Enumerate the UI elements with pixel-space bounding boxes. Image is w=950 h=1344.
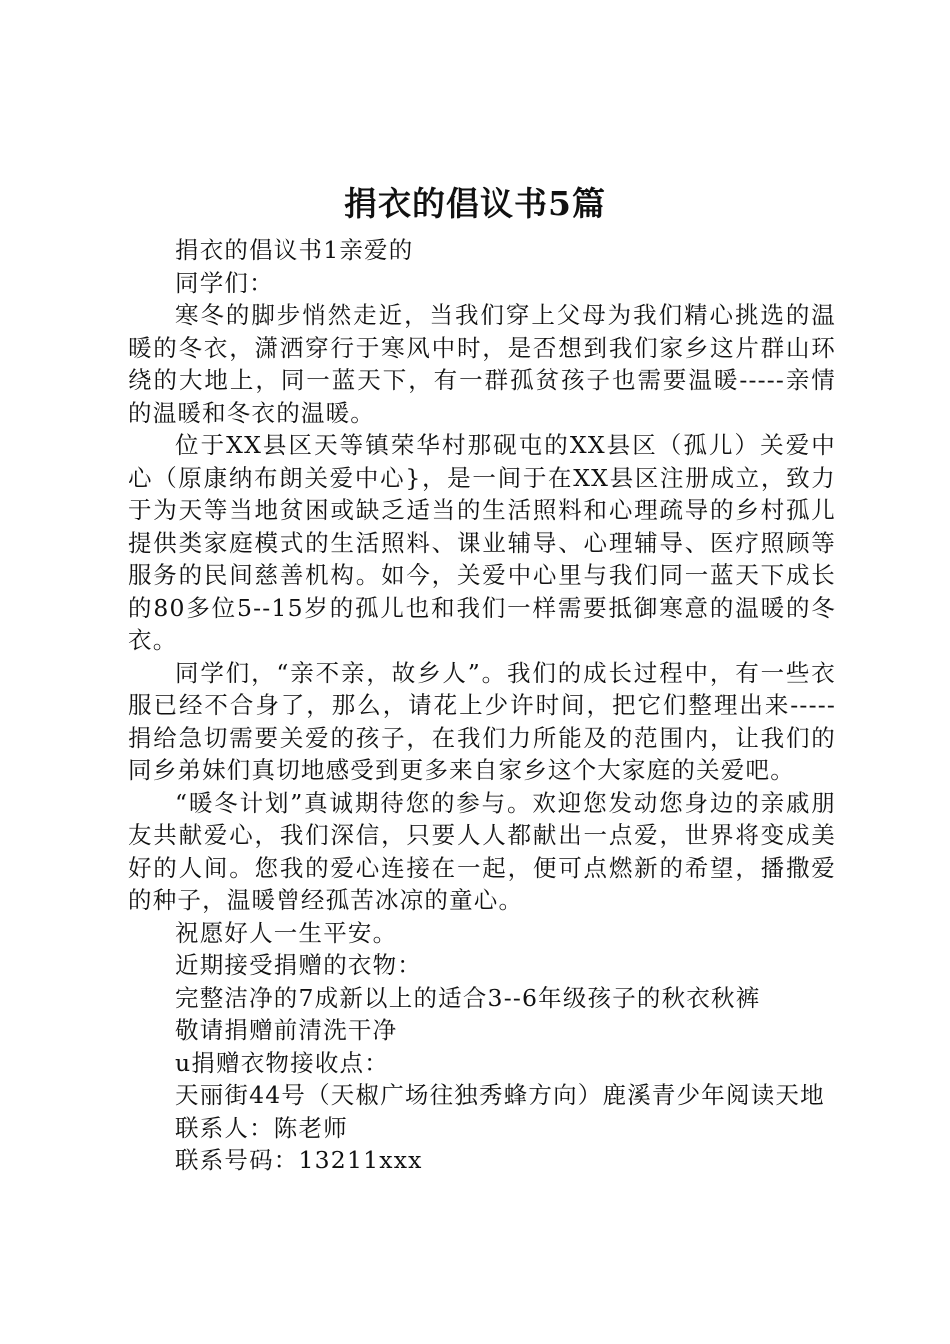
paragraph-greeting-2: 同学们：	[175, 268, 274, 297]
paragraph-contact-number: 联系号码：13211xxx	[175, 1146, 423, 1174]
paragraph-care-center: 位于XX县区天等镇荣华村那砚屯的XX县区（孤儿）关爱中心（原康纳布朗关爱中心}，是一间于在XX县区注册成立，致力于为天等当地贫困或缺乏适当的生活照料和心理疏导的乡村孤儿提供类家庭模式的生活照料、课业辅导、心理辅导、医疗照顾等服务的民间慈善机构。如今，关爱中心里与我们同一蓝天下成长的80多位5--15岁的孤儿也和我们一样需要抵御寒意的温暖的冬衣。	[128, 431, 836, 654]
paragraph-accepted-items-heading: 近期接受捐赠的衣物：	[175, 951, 422, 979]
paragraph-intro: 寒冬的脚步悄然走近，当我们穿上父母为我们精心挑选的温暖的冬衣，潇洒穿行于寒风中时，是否想到我们家乡这片群山环绕的大地上，同一蓝天下，有一群孤贫孩子也需要温暖-----亲情的温暖和冬衣的温暖。	[128, 301, 836, 427]
paragraph-wash-note: 敬请捐赠前清洗干净	[175, 1016, 398, 1044]
document-body	[128, 234, 836, 1177]
paragraph-accepted-items: 完整洁净的7成新以上的适合3--6年级孩子的秋衣秋裤	[175, 983, 761, 1012]
paragraph-warm-winter: “暖冬计划”真诚期待您的参与。欢迎您发动您身边的亲戚朋友共献爱心，我们深信，只要人人都献出一点爱，世界将变成美好的人间。您我的爱心连接在一起，便可点燃新的希望，播撒爱的种子，温暖曾经孤苦冰凉的童心。	[128, 788, 836, 914]
paragraph-appeal: 同学们，“亲不亲，故乡人”。我们的成长过程中，有一些衣服已经不合身了，那么，请花上少许时间，把它们整理出来-----捐给急切需要关爱的孩子，在我们力所能及的范围内，让我们的同乡弟妹们真切地感受到更多来自家乡这个大家庭的关爱吧。	[128, 658, 836, 784]
paragraph-greeting-1: 捐衣的倡议书1亲爱的	[175, 236, 414, 264]
document-title: 捐衣的倡议书5篇	[344, 184, 606, 223]
paragraph-contact-person: 联系人：陈老师	[175, 1113, 348, 1142]
paragraph-drop-off-heading: u捐赠衣物接收点：	[175, 1048, 389, 1077]
paragraph-drop-off-address: 天丽街44号（天椒广场往独秀蜂方向）鹿溪青少年阅读天地	[175, 1081, 825, 1109]
paragraph-blessing: 祝愿好人一生平安。	[175, 918, 398, 947]
